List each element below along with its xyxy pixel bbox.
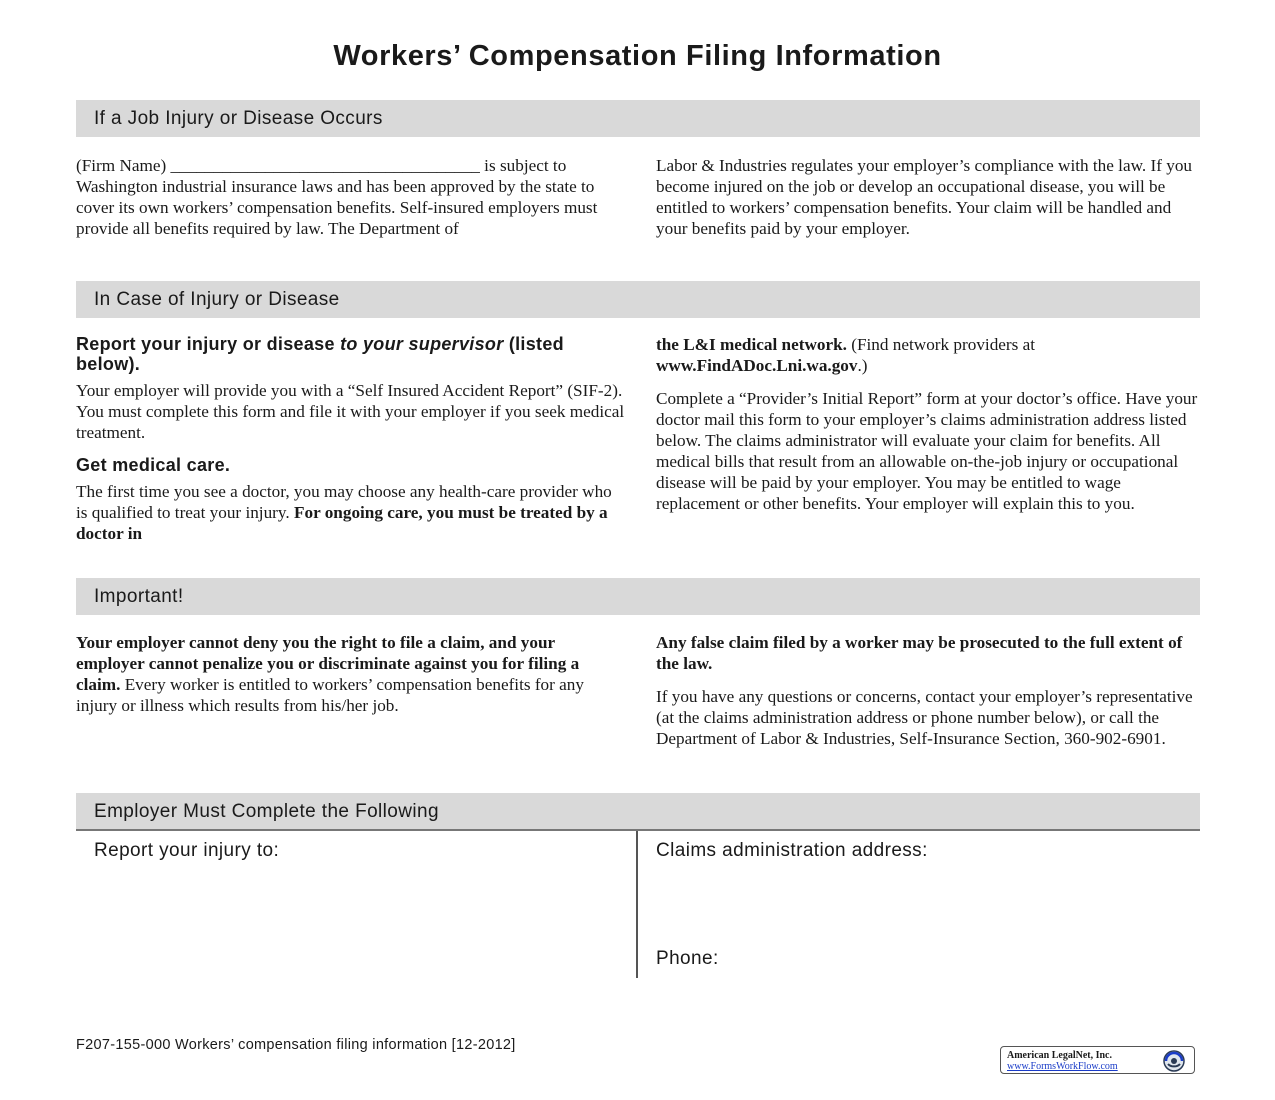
- claims-address-label: Claims administration address:: [656, 840, 928, 861]
- section-heading-important: Important!: [76, 578, 1200, 615]
- important-left-column: [76, 632, 626, 728]
- globe-logo-icon: [1157, 1049, 1191, 1073]
- column-divider: [636, 831, 638, 978]
- report-heading-part: (listed below).: [76, 334, 564, 374]
- important-left-bold: Your employer cannot deny you the right to file a claim, and your employer cannot penalize you or discriminate against you for filing a claim.: [76, 633, 580, 694]
- american-legalnet-badge[interactable]: [1000, 1046, 1195, 1074]
- network-plain: (Find network providers at: [846, 335, 1036, 354]
- badge-url-link[interactable]: www.FormsWorkFlow.com: [1007, 1061, 1118, 1072]
- false-claim-bold: Any false claim filed by a worker may be prosecuted to the full extent of the law.: [656, 633, 1183, 673]
- section-heading-job-injury: If a Job Injury or Disease Occurs: [76, 100, 1200, 137]
- false-claim-text: [656, 632, 1201, 674]
- report-heading-part: Report your injury or disease: [76, 334, 341, 354]
- important-right-column: [656, 632, 1201, 761]
- job-injury-left-text: (Firm Name) ____________________________________ is subject to Washington industrial insurance laws and has been approved by the state to cover its own workers’ compensation benefits. Self-insured employers must provide all benefits required by law. The Department of: [76, 156, 598, 238]
- network-plain-end: .): [857, 356, 868, 375]
- report-heading-emphasis: to your supervisor: [340, 334, 504, 354]
- medical-care-bold: For ongoing care, you must be treated by a doctor in: [76, 503, 608, 543]
- contact-text: If you have any questions or concerns, contact your employer’s representative (at the claims administration address or phone number below), or call the Department of Labor & Industries, Self-Insurance Section, 360-902-6901.: [656, 687, 1193, 748]
- provider-report-text: Complete a “Provider’s Initial Report” form at your doctor’s office. Have your doctor mail this form to your employer’s claims administration address listed below. The claims administrator will evaluate your claim for benefits. All medical bills that result from an allowable on-the-job injury or occupational disease will be paid by your employer. You may be entitled to wage replacement or other benefits. Your employer will explain this to you.: [656, 389, 1198, 513]
- report-injury-to-label: Report your injury to:: [94, 840, 280, 861]
- important-left-plain: Every worker is entitled to workers’ compensation benefits for any injury or illness which results from his/her job.: [76, 675, 584, 715]
- in-case-right-column: [656, 334, 1201, 526]
- report-injury-text: Your employer will provide you with a “Self Insured Accident Report” (SIF-2). You must complete this form and file it with your employer if you seek medical treatment.: [76, 381, 625, 442]
- job-injury-right-column: [656, 155, 1201, 251]
- section-heading-employer: Employer Must Complete the Following: [76, 793, 1200, 831]
- network-text: [656, 334, 1201, 376]
- medical-care-heading: Get medical care.: [76, 455, 231, 475]
- medical-care-plain: The first time you see a doctor, you may choose any health-care provider who is qualified to treat your injury.: [76, 482, 612, 522]
- badge-company: American LegalNet, Inc.: [1007, 1050, 1112, 1061]
- in-case-left-column: [76, 334, 626, 556]
- important-left-text: [76, 632, 626, 716]
- page-title: Workers’ Compensation Filing Information: [333, 40, 942, 72]
- medical-care-text: [76, 481, 626, 544]
- section-heading-in-case: In Case of Injury or Disease: [76, 281, 1200, 318]
- form-id-footer: F207-155-000 Workers’ compensation filing information [12-2012]: [76, 1037, 516, 1053]
- job-injury-left-column: [76, 155, 626, 251]
- job-injury-right-text: Labor & Industries regulates your employer’s compliance with the law. If you become injured on the job or develop an occupational disease, you will be entitled to workers’ compensation benefits. Your claim will be handled and your benefits paid by your employer.: [656, 156, 1193, 238]
- phone-label: Phone:: [656, 948, 719, 969]
- report-injury-heading: [76, 334, 626, 374]
- network-bold: the L&I medical network.: [656, 335, 847, 354]
- network-url: www.FindADoc.Lni.wa.gov: [656, 356, 858, 375]
